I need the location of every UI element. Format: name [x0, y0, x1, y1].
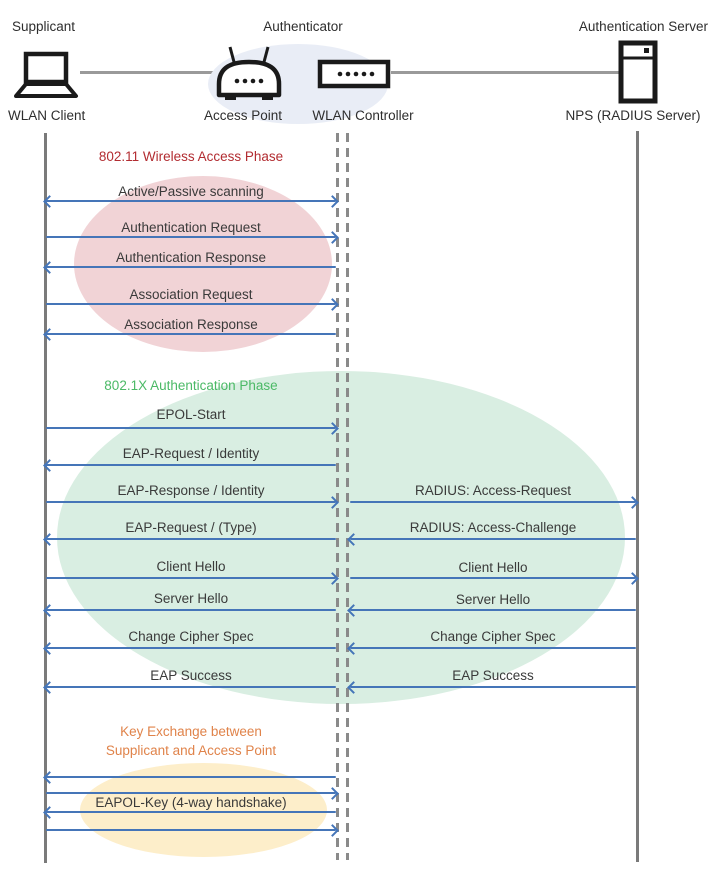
arrow-left: [350, 647, 636, 649]
message-label: Active/Passive scanning: [118, 184, 264, 199]
arrow-right: [350, 577, 636, 579]
message-label: RADIUS: Access-Request: [414, 483, 572, 498]
key-exchange-title-line2: Supplicant and Access Point: [105, 743, 277, 758]
message-label: EAP Success: [452, 668, 534, 683]
arrow-left: [46, 686, 336, 688]
controller-lifeline-1: [336, 133, 339, 860]
arrow-left: [46, 609, 336, 611]
message-label: Change Cipher Spec: [430, 629, 556, 644]
key-exchange-message-label: EAPOL-Key (4-way handshake): [95, 795, 287, 810]
connector-client-ap: [80, 71, 214, 74]
laptop-icon: [13, 51, 79, 101]
dot1x-auth-phase-title: 802.1X Authentication Phase: [104, 378, 278, 393]
arrow-right: [46, 236, 336, 238]
server-lifeline: [636, 131, 639, 862]
message-label: Change Cipher Spec: [128, 629, 254, 644]
message-label: Server Hello: [455, 592, 531, 607]
arrow-right: [46, 577, 336, 579]
arrow-left: [46, 811, 336, 813]
message-label: Client Hello: [156, 559, 226, 574]
wlan-client-label: WLAN Client: [8, 108, 86, 123]
arrow-left: [46, 776, 336, 778]
message-label: Server Hello: [153, 591, 229, 606]
arrow-right: [46, 427, 336, 429]
arrow-left: [350, 538, 636, 540]
arrow-right: [350, 501, 636, 503]
authenticator-role-label: Authenticator: [263, 19, 343, 34]
wlan-controller-label: WLAN Controller: [312, 108, 414, 123]
message-label: Client Hello: [458, 560, 528, 575]
message-label: Authentication Request: [121, 220, 261, 235]
key-exchange-title-line1: Key Exchange between: [120, 724, 262, 739]
nps-server-label: NPS (RADIUS Server): [565, 108, 701, 123]
arrow-right: [46, 303, 336, 305]
arrow-left: [46, 538, 336, 540]
supplicant-role-label: Supplicant: [12, 19, 76, 34]
message-label: EPOL-Start: [156, 407, 226, 422]
wlan-controller-icon: [317, 58, 391, 90]
arrow-left: [46, 333, 336, 335]
arrow-left: [46, 266, 336, 268]
arrow-left: [350, 686, 636, 688]
message-label: Authentication Response: [115, 250, 267, 265]
message-label: EAP-Request / (Type): [125, 520, 257, 535]
server-icon: [617, 40, 659, 104]
arrow-right: [46, 829, 336, 831]
access-point-label: Access Point: [203, 108, 283, 123]
auth-server-role-label: Authentication Server: [578, 19, 708, 34]
access-point-icon: [212, 46, 286, 102]
message-label: EAP-Request / Identity: [122, 446, 260, 461]
message-label: Association Response: [124, 317, 258, 332]
wireless-access-phase-title: 802.11 Wireless Access Phase: [98, 149, 284, 164]
message-label: RADIUS: Access-Challenge: [409, 520, 577, 535]
arrow-left: [350, 609, 636, 611]
arrow-right: [46, 501, 336, 503]
controller-lifeline-2: [346, 133, 349, 860]
arrow-left: [46, 464, 336, 466]
message-label: Association Request: [129, 287, 253, 302]
message-label: EAP Success: [150, 668, 232, 683]
arrow-both: [46, 200, 336, 202]
connector-controller-server: [391, 71, 619, 74]
arrow-left: [46, 647, 336, 649]
message-label: EAP-Response / Identity: [117, 483, 265, 498]
